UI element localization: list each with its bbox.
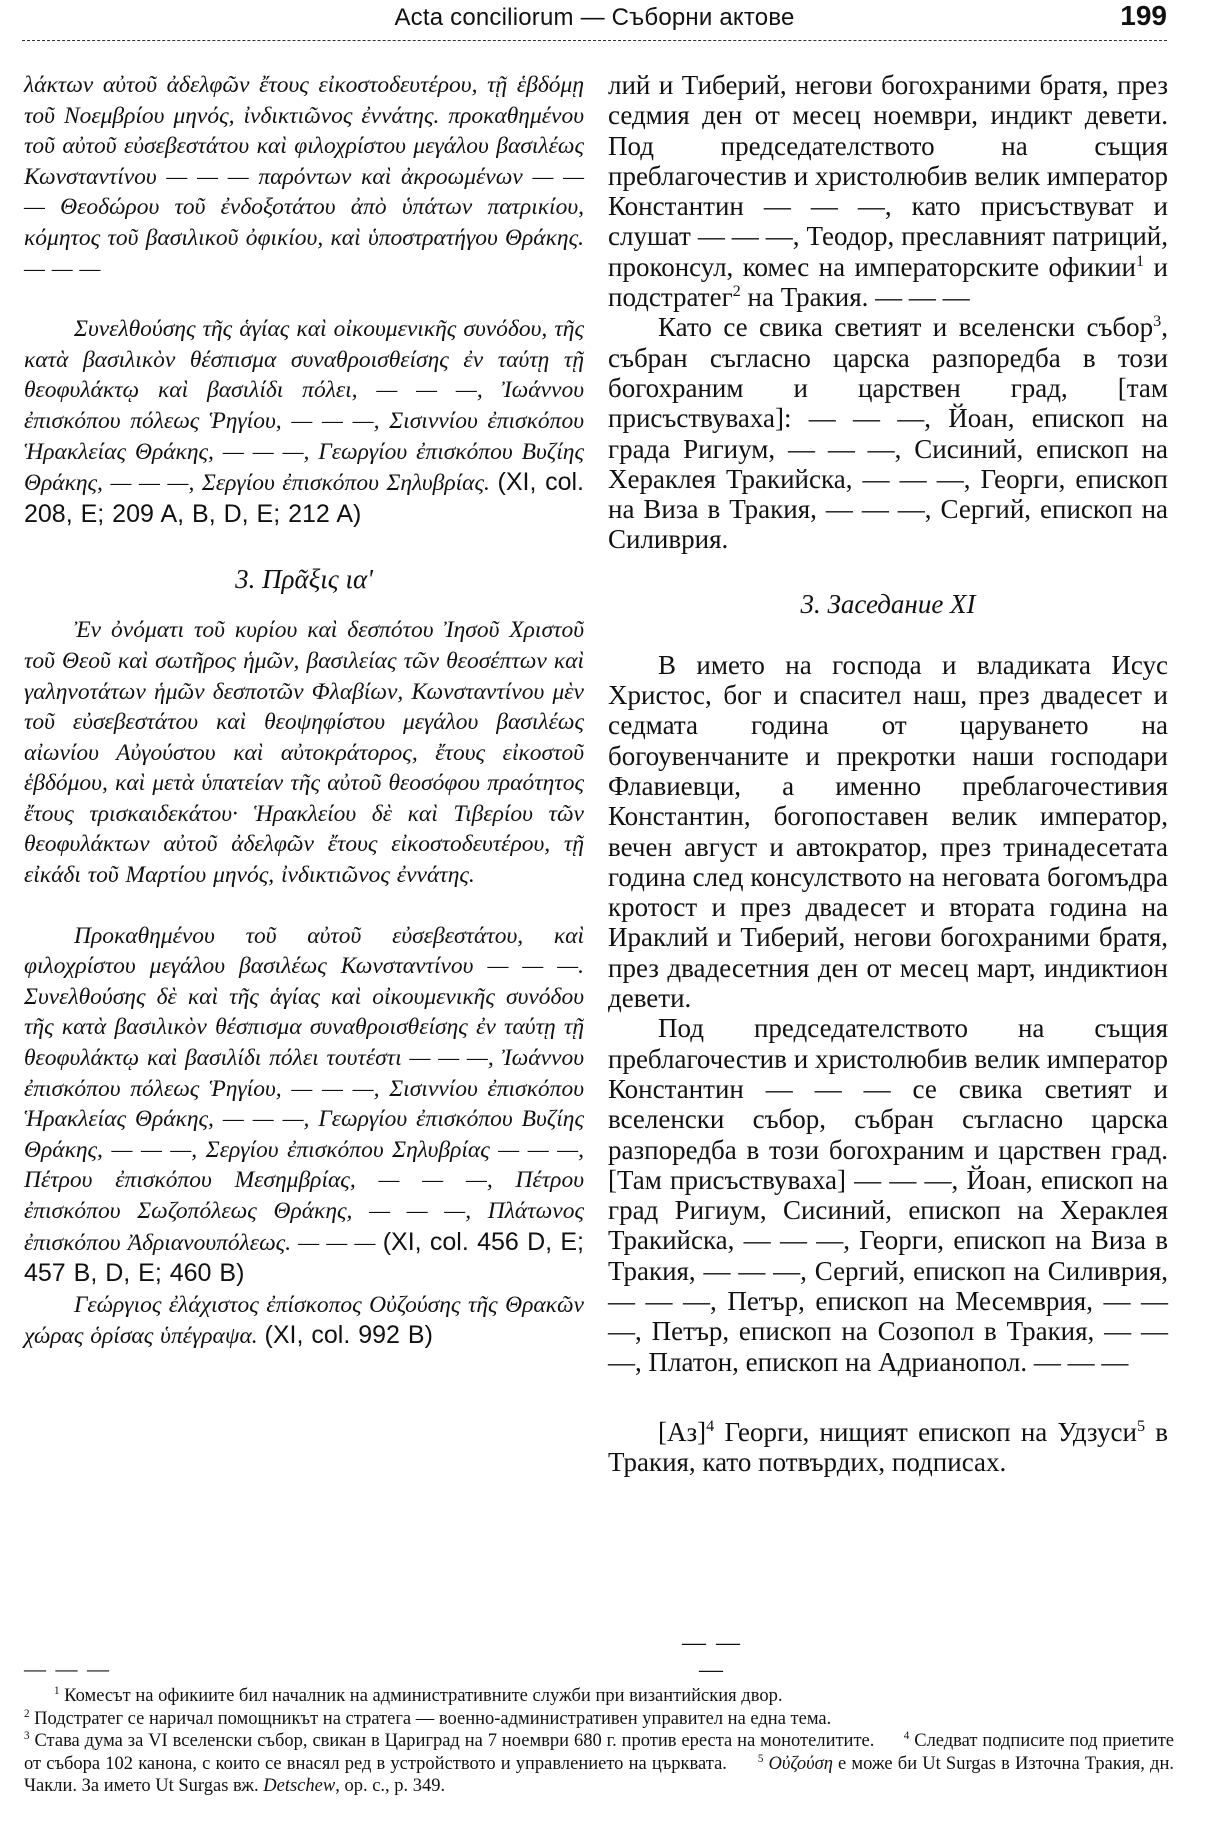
footnote-3-4: [24, 1730, 1174, 1798]
footnote-5-number: 5: [757, 1752, 764, 1765]
bulgarian-paragraph-5-text-b: Георги, нищият епископ на Удзуси: [714, 1416, 1137, 1447]
footnote-1-text: Комесът на офикиите бил началник на административните служби при византийския двор.: [59, 1686, 783, 1706]
footnote-ref-4[interactable]: 4: [706, 1416, 715, 1435]
bulgarian-paragraph-5-text-c: в Тракия, като потвърдих, подписах.: [608, 1416, 1168, 1478]
bulgarian-column: [608, 70, 1168, 1477]
greek-citation-1: (XI, col. 208, E; 209 A, B, D, E; 212 A): [24, 468, 584, 528]
footnote-ref-3[interactable]: 3: [1153, 312, 1162, 331]
footnote-3-number: 3: [24, 1729, 30, 1742]
bulgarian-paragraph-5-text-a: [Аз]: [658, 1416, 707, 1447]
greek-citation-3: (XI, col. 992 B): [264, 1321, 433, 1350]
bulgarian-paragraph-1-text-a: лий и Тиберий, негови богохраними братя, през седмия ден от месец ноември, индикт девети. Под председателството на същия преблагочестив и христолюбив велик император Константин — — —, като присъствуват и слушат — — —, Теодор, преславният патриций, проконсул, комес на императорските офикии: [608, 70, 1168, 282]
footnote-5-end: , op. c., p. 349.: [335, 1776, 446, 1796]
greek-paragraph-3: Ἐν ὀνόματι τοῦ κυρίου καὶ δεσπότου Ἰησοῦ Χριστοῦ τοῦ Θεοῦ καὶ σωτῆρος ἡμῶν, βασιλείας τῶν θεοσέπτων καὶ γαληνοτάτων ἡμῶν δεσποτῶν Φλαβίων, Κωνσταντίνου μὲν τοῦ εὐσεβεστάτου καὶ θεοψηφίστου μεγάλου βασιλέως αἰωνίου Αὐγούστου καὶ αὐτοκράτορος, ἔτους εἰκοστοῦ ἑβδόμου, καὶ μετὰ ὑπατείαν τῆς αὐτοῦ θεοσόφου πραότητος ἔτους τρισκαιδεκάτου· Ἡρακλείου δὲ καὶ Τιβερίου τῶν θεοφυλάκτων αὐτοῦ ἀδελφῶν ἔτους εἰκοστοδευτέρου, τῇ εἰκάδι τοῦ Μαρτίου μηνός, ἰνδικτιῶνος ἐννάτης.: [24, 617, 584, 889]
footnote-5-author: Detschew: [263, 1776, 336, 1796]
bulgarian-end-dashes: — — —: [682, 1630, 742, 1683]
footnote-5-word: Οὐζούση: [768, 1753, 833, 1774]
footnote-4-text: Следват подписите под приетите от събора 102 канона, с които се внасял ред в устройството и управлението на църквата.: [24, 1731, 1174, 1774]
bulgarian-paragraph-1-text-b: и подстратег: [608, 251, 1168, 313]
footnote-3-text: Става дума за VI вселенски събор, свикан в Цариград на 7 ноември 680 г. против ереста на монотелитите.: [29, 1731, 875, 1751]
running-title: Acta conciliorum — Съборни актове: [394, 4, 795, 31]
greek-column: [24, 70, 584, 1352]
bulgarian-paragraph-4: Под председателството на същия преблагочестив и христолюбив велик император Константин — — — се свика светият и вселенски събор, събран съгласно царска разпоредба в този богохраним и царствен град. [Там присъствуваха] — — —, Йоан, епископ на град Ригиум, Сисиний, епископ на Хераклея Тракийска, — — —, Георги, епископ на Виза в Тракия, — — —, Сергий, епископ на Силиврия, — — —, Петър, епископ на Месемврия, — — —, Петър, епископ на Созопол в Тракия, — — —, Платон, епископ на Адрианопол. — — —: [608, 1013, 1168, 1377]
page-number: 199: [1120, 0, 1167, 31]
bulgarian-paragraph-2: [608, 312, 1168, 554]
bulgarian-paragraph-1-text-c: на Тракия. — — —: [740, 282, 970, 313]
bulgarian-paragraph-5: [608, 1417, 1168, 1478]
footnote-4-number: 4: [903, 1729, 910, 1742]
footnote-ref-1[interactable]: 1: [1136, 251, 1145, 270]
greek-paragraph-2: [24, 314, 584, 530]
bulgarian-paragraph-1: [608, 70, 1168, 312]
footnote-ref-5[interactable]: 5: [1136, 1416, 1146, 1435]
header-rule: [22, 40, 1167, 41]
bulgarian-paragraph-2-text-a: Като се свика светият и вселенски събор: [658, 312, 1154, 343]
greek-paragraph-2-text: Συνελθούσης τῆς ἁγίας καὶ οἰκουμενικῆς συνόδου, τῆς κατὰ βασιλικὸν θέσπισμα συναθροισθείσης ἐν ταύτῃ τῇ θεοφυλάκτῳ καὶ βασιλίδι πόλει, — — —, Ἰωάννου ἐπισκόπου πόλεως Ῥηγίου, — — —, Σισιννίου ἐπισκόπου Ἡρακλείας Θράκης, — — —, Γεωργίου ἐπισκόπου Βυζίης Θράκης, — — —, Σεργίου ἐπισκόπου Σηλυβρίας.: [24, 316, 584, 497]
footnote-1-number: 1: [54, 1684, 60, 1697]
footnote-2-text: Подстратег се наричал помощникът на стратега — военно-административен управител на една тема.: [29, 1708, 832, 1729]
footnote-2: [24, 1708, 1174, 1731]
greek-paragraph-1: λάκτων αὐτοῦ ἀδελφῶν ἔτους εἰκοστοδευτέρου, τῇ ἑβδόμῃ τοῦ Νοεμβρίου μηνός, ἰνδικτιῶνος ἐννάτης. προκαθημένου τοῦ αὐτοῦ εὐσεβεστάτου καὶ φιλοχρίστου μεγάλου βασιλέως Κωνσταντίνου — — — παρόντων καὶ ἀκροωμένων — — — Θεοδώρου τοῦ ἐνδοξοτάτου ἀπὸ ὑπάτων πατρικίου, κόμητος τοῦ βασιλικοῦ ὀφικίου, καὶ ὑποστρατήγου Θράκης. — — —: [24, 72, 584, 282]
footnotes: [24, 1685, 1174, 1798]
bulgarian-paragraph-2-text-b: , събран съгласно царска разпоредба в този богохраним и царствен град, [там присъствуваха]: — — —, Йоан, епископ на града Ригиум, — — —, Сисиний, епископ на Хераклея Тракийска, — — —, Георги, епископ на Виза в Тракия, — — —, Сергий, епископ на Силиврия.: [608, 312, 1168, 555]
bulgarian-paragraph-3: В името на господа и владиката Исус Христос, бог и спасител наш, през двадесет и седмата година от царуването на богоувенчаните и прекротки наши господари Флавиевци, а именно преблагочестивия Константин, богопоставен велик император, вечен август и автократор, през тринадесетата година след консулството на неговата богомъдра кротост и през двадесет и втората година на Ираклий и Тиберий, негови богохраними братя, през двадесетния ден от месец март, индиктион девети.: [608, 649, 1168, 1014]
greek-paragraph-4-text: Προκαθημένου τοῦ αὐτοῦ εὐσεβεστάτου, καὶ φιλοχρίστου μεγάλου βασιλέως Κωνσταντίνου — — —. Συνελθούσης δὲ καὶ τῆς ἁγίας καὶ οἰκουμενικῆς συνόδου τῆς κατὰ βασιλικὸν θέσπισμα συναθροισθείσης ἐν ταύτῃ τῇ θεοφυλάκτῳ καὶ βασιλίδι πόλει τουτέστι — — —, Ἰωάννου ἐπισκόπου πόλεως Ῥηγίου, — — —, Σισιννίου ἐπισκόπου Ἡρακλείας Θράκης, — — —, Γεωργίου ἐπισκόπου Βυζίης Θράκης, — — —, Σεργίου ἐπισκόπου Σηλυβρίας — — —, Πέτρου ἐπισκόπου Μεσημβρίας, — — —, Πέτρου ἐπισκόπου Σωζοπόλεως Θράκης, — — —, Πλάτωνος ἐπισκόπου Ἀδριανουπόλεως. — — —: [24, 922, 584, 1256]
greek-signature-text: Γεώργιος ἐλάχιστος ἐπίσκοπος Οὐζούσης τῆς Θρακῶν χώρας ὁρίσας ὑπέγραψα.: [24, 1291, 584, 1350]
footnote-ref-2[interactable]: 2: [732, 282, 741, 301]
page-header: [22, 0, 1167, 44]
greek-section-heading: 3. Πρᾶξις ια': [235, 564, 373, 595]
greek-end-dashes: — — —: [24, 1656, 111, 1681]
footnote-5-text: е може би Ut Surgas в Източна Тракия, дн. Чакли. За името Ut Surgas вж.: [24, 1753, 1174, 1796]
bulgarian-section-heading: 3. Заседание XI: [800, 588, 976, 619]
greek-paragraph-4: [24, 921, 584, 1290]
footnote-1: [24, 1685, 1174, 1708]
footnote-2-number: 2: [24, 1707, 30, 1720]
greek-paragraph-5: [24, 1290, 584, 1352]
greek-citation-2: (XI, col. 456 D, E; 457 B, D, E; 460 B): [24, 1227, 585, 1288]
